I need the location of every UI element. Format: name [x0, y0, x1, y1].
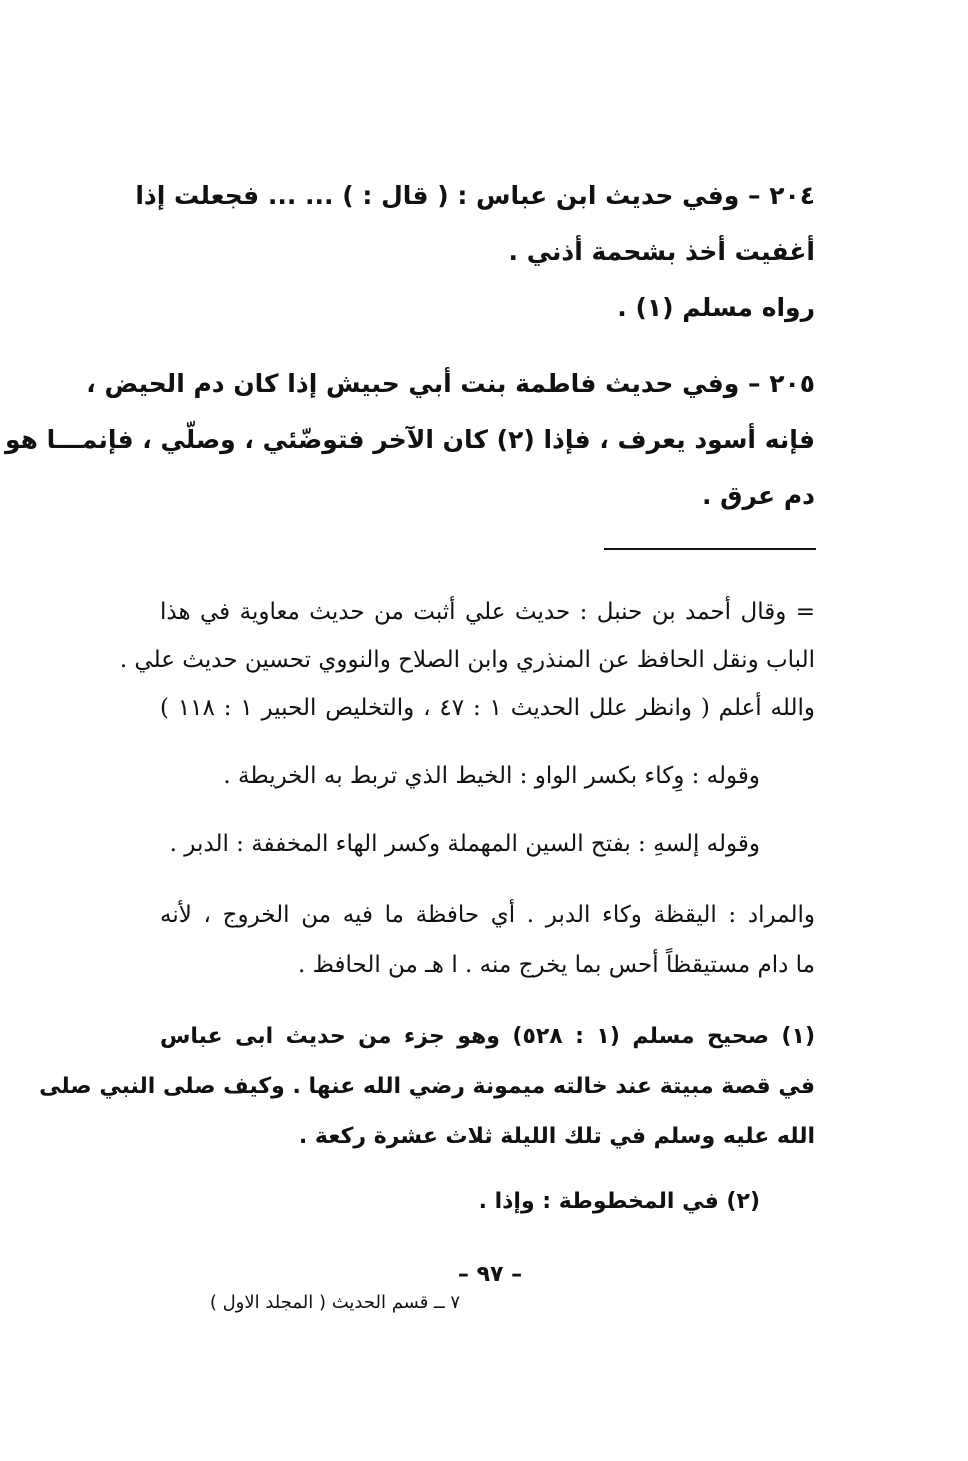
note-murad-line-2: ما دام مستيقظاً أحس بما يخرج منه . ا هـ من الحافظ . — [298, 952, 815, 978]
note-wika-text: وقوله : وِكاء بكسر الواو : الخيط الذي تربط به الخريطة . — [223, 763, 760, 789]
running-footer: ٧ ــ قسم الحديث ( المجلد الاول ) — [209, 1292, 460, 1313]
hadith-205-line-3: دم عرق . — [701, 481, 815, 510]
footnote-1-line-1: (١) صحيح مسلم (١ : ٥٢٨) وهو جزء من حديث ابى عباس — [160, 1024, 815, 1049]
hadith-204-source-text: رواه مسلم (١) . — [617, 293, 815, 322]
continued-note-line-1: = وقال أحمد بن حنبل : حديث علي أثبت من حديث معاوية في هذا — [160, 599, 815, 625]
note-sah — [160, 822, 760, 866]
continued-note — [119, 588, 815, 732]
page-number: – ٩٧ – — [457, 1262, 523, 1287]
hadith-205-line-2: فإنه أسود يعرف ، فإذا (٢) كان الآخر فتوضّئي ، وصلّي ، فإنمـــا هو — [4, 425, 815, 454]
footnote-1-line-3: الله عليه وسلم في تلك الليلة ثلاث عشرة ركعة . — [298, 1124, 815, 1149]
hadith-205 — [4, 356, 815, 524]
footnote-1 — [39, 1012, 815, 1162]
continued-note-line-3: والله أعلم ( وانظر علل الحديث ١ : ٤٧ ، والتخليص الحبير ١ : ١١٨ ) — [160, 695, 815, 721]
hadith-204-line-2: أغفيت أخذ بشحمة أذني . — [508, 237, 815, 266]
note-sah-text: وقوله إلسهِ : بفتح السين المهملة وكسر الهاء المخففة : الدبر . — [169, 831, 760, 857]
continued-note-line-2: الباب ونقل الحافظ عن المنذري وابن الصلاح والنووي تحسين حديث علي . — [119, 647, 815, 673]
hadith-204-source — [160, 288, 815, 328]
hadith-204-line-1: ٢٠٤ – وفي حديث ابن عباس : ( قال : ) ... ... فجعلت إذا — [135, 181, 815, 210]
footnote-2 — [160, 1180, 760, 1224]
footnote-2-text: (٢) في المخطوطة : وإذا . — [478, 1189, 760, 1214]
note-murad — [160, 890, 815, 990]
hadith-205-line-1: ٢٠٥ – وفي حديث فاطمة بنت أبي حبيش إذا كان دم الحيض ، — [86, 369, 815, 398]
hadith-204 — [135, 168, 815, 280]
note-murad-line-1: والمراد : اليقظة وكاء الدبر . أي حافظة ما فيه من الخروج ، لأنه — [160, 902, 815, 928]
footnote-separator — [604, 548, 816, 550]
footnote-1-line-2: في قصة مبيتة عند خالته ميمونة رضي الله عنها . وكيف صلى النبي صلى — [39, 1074, 815, 1099]
note-wika — [160, 754, 760, 798]
